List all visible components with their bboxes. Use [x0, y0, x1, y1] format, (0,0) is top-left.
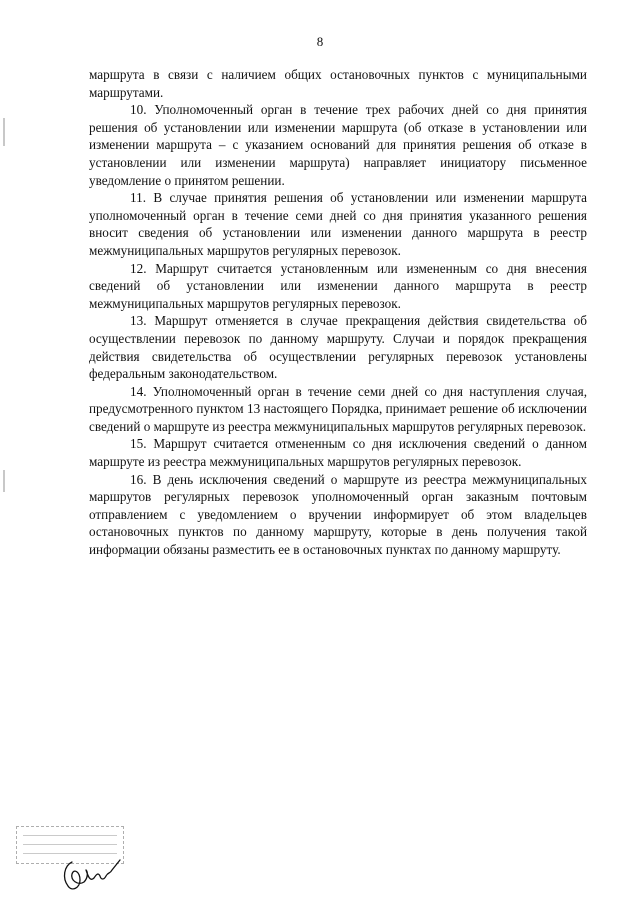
- paragraph-10: 10. Уполномоченный орган в течение трех рабочих дней со дня принятия решения об установлении или изменении маршрута (об отказе в установлении или изменении маршрута – с указанием оснований для принятия решения об отказе в установлении или изменении маршрута) направляет инициатору письменное уведомление о принятом решении.: [89, 102, 587, 188]
- handwritten-signature: [58, 856, 128, 896]
- scan-margin-mark: [3, 470, 5, 492]
- paragraph-13: 13. Маршрут отменяется в случае прекращения действия свидетельства об осуществлении перевозок по данному маршруту. Случаи и порядок прекращения действия свидетельства об осуществлении регулярных перевозок установлены федеральным законодательством.: [89, 313, 587, 382]
- paragraph-continuation: маршрута в связи с наличием общих остановочных пунктов с муниципальными маршрутами.: [89, 67, 587, 100]
- paragraph-12: 12. Маршрут считается установленным или измененным со дня внесения сведений об установлении или изменении данного маршрута в реестр межмуниципальных маршрутов регулярных перевозок.: [89, 260, 587, 311]
- scan-margin-mark: [3, 118, 5, 146]
- paragraph-14: 14. Уполномоченный орган в течение семи дней со дня наступления случая, предусмотренного пунктом 13 настоящего Порядка, принимает решение об исключении сведений о маршруте из реестра межмуниципальных маршрутов регулярных перевозок.: [89, 383, 587, 434]
- paragraph-15: 15. Маршрут считается отмененным со дня исключения сведений о данном маршруте из реестра межмуниципальных маршрутов регулярных перевозок.: [89, 436, 587, 470]
- page-number: 8: [316, 34, 324, 49]
- document-body: [89, 66, 587, 559]
- paragraph-16: 16. В день исключения сведений о маршруте из реестра межмуниципальных маршрутов регулярных перевозок уполномоченный орган заказным почтовым отправлением с уведомлением о вручении информирует об этом владельцев остановочных пунктов по данному маршруту, которые в день получения такой информации обязаны разместить ее в остановочных пунктах по данному маршруту.: [89, 471, 587, 558]
- paragraph-11: 11. В случае принятия решения об установлении или изменении маршрута уполномоченный орган в течение семи дней со дня принятия указанного решения вносит сведения об установлении или изменении данного маршрута в реестр межмуниципальных маршрутов регулярных перевозок.: [89, 190, 587, 258]
